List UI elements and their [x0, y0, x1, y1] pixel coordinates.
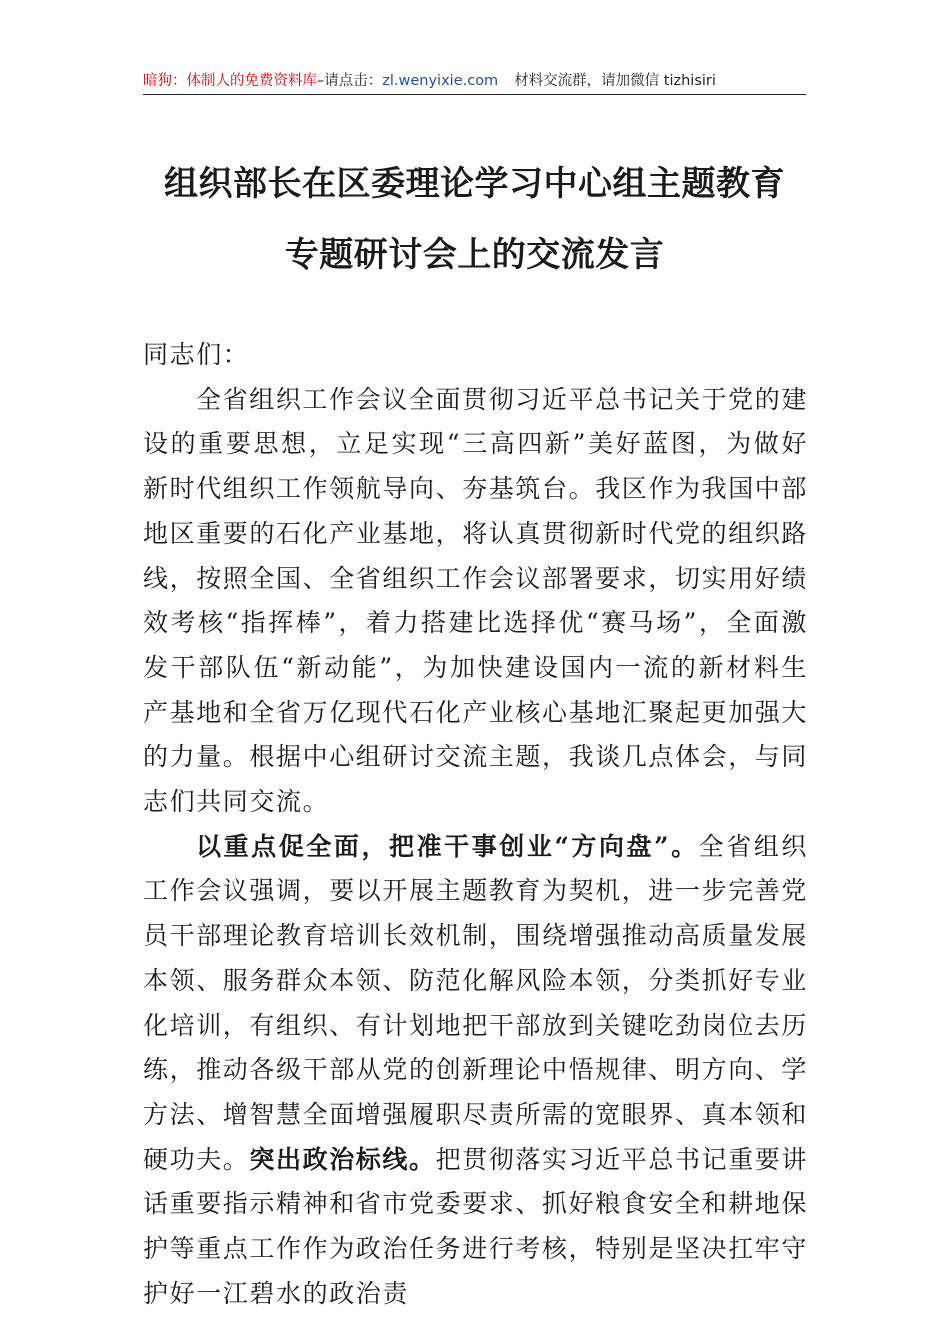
header-click-label: –请点击：: [317, 73, 383, 89]
paragraph-intro: 全省组织工作会议全面贯彻习近平总书记关于党的建设的重要思想，立足实现“三高四新”美好蓝图，为做好新时代组织工作领航导向、夯基筑台。我区作为我国中部地区重要的石化产业基地，将认真贯彻新时代党的组织路线，按照全国、全省组织工作会议部署要求，切实用好绩效考核“指挥棒”，着力搭建比选择优“赛马场”，全面激发干部队伍“新动能”，为加快建设国内一流的新材料生产基地和全省万亿现代石化产业核心基地汇聚起更加强大的力量。根据中心组研讨交流主题，我谈几点体会，与同志们共同交流。: [143, 384, 809, 817]
document-title-line1: 组织部长在区委理论学习中心组主题教育: [164, 164, 785, 204]
section-text-continued: 把贯彻落实习近平总书记重要讲话重要指示精神和省市党委要求、抓好粮食安全和耕地保护等重点工作作为政治任务进行考核，特别是坚决扛牢守护好一江碧水的政治责: [143, 1144, 809, 1308]
section-subheading: 突出政治标线。: [249, 1144, 436, 1174]
section-text: 全省组织工作会议强调，要以开展主题教育为契机，进一步完善党员干部理论教育培训长效机制，围绕增强推动高质量发展本领、服务群众本领、防范化解风险本领，分类抓好专业化培训，有组织、有计划地把干部放到关键吃劲岗位去历练，推动各级干部从党的创新理论中悟规律、明方向、学方法、增智慧全面增强履职尽责所需的宽眼界、真本领和硬功夫。: [143, 831, 809, 1174]
header-wechat-label: 材料交流群，请加微信 tizhisiri: [514, 73, 716, 89]
salutation: 同志们：: [143, 340, 250, 369]
header-url-link[interactable]: zl.wenyixie.com: [382, 73, 499, 89]
paragraph-section-1: [143, 825, 808, 1317]
document-title-line2: 专题研讨会上的交流发言: [284, 235, 665, 275]
page-header-bar: [143, 68, 806, 95]
document-body: [143, 333, 808, 1316]
section-heading: 以重点促全面，把准干事创业“方向盘”。: [196, 831, 699, 861]
header-site-label: 暗狗：体制人的免费资料库: [143, 73, 317, 89]
